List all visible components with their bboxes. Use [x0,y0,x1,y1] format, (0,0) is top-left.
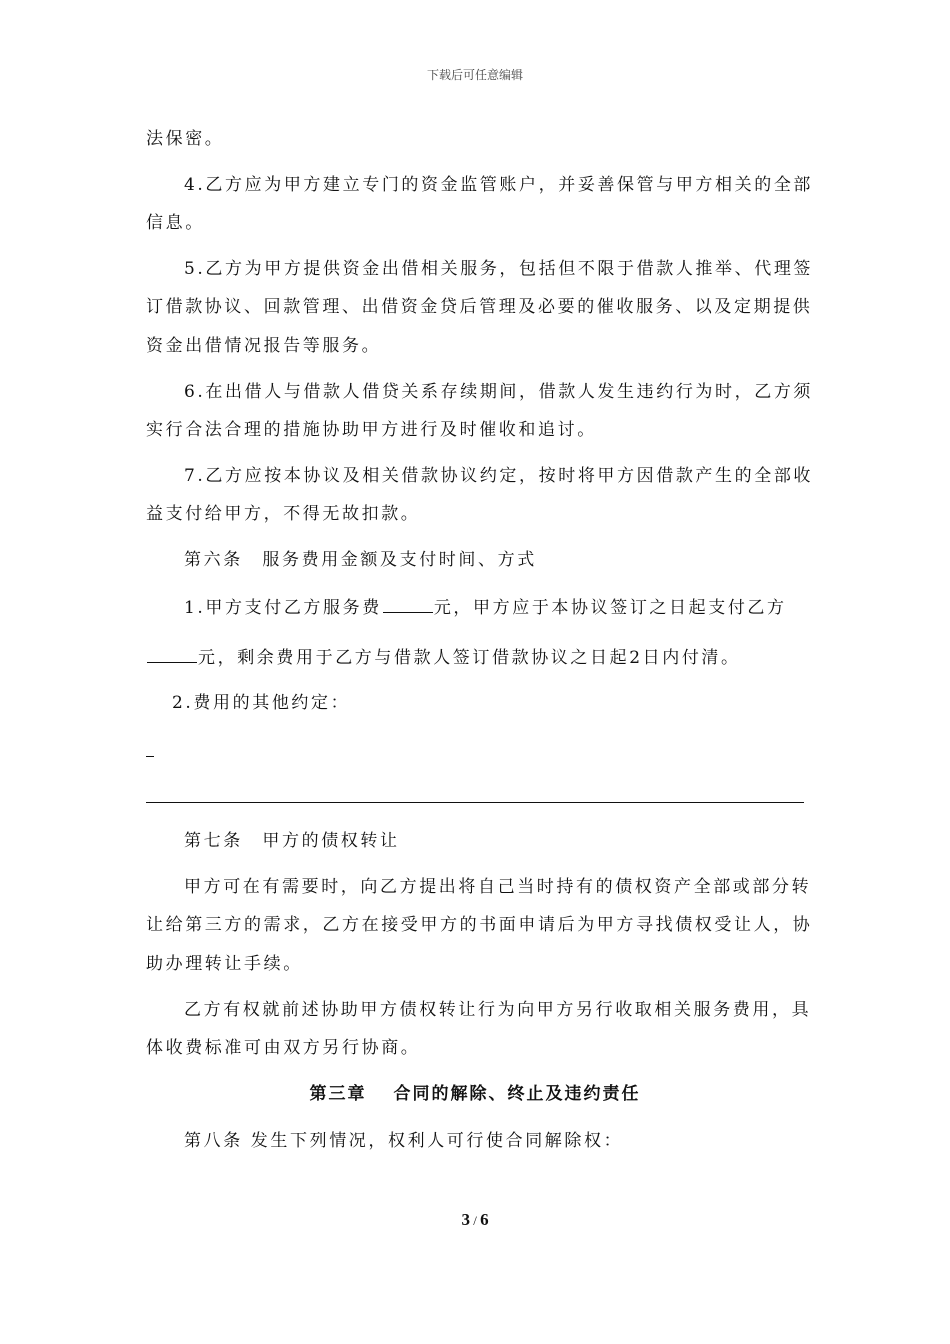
fee-blank-1[interactable] [383,596,433,613]
article-8-heading: 第八条 发生下列情况，权利人可行使合同解除权： [184,1131,624,1151]
chapter-heading: 第三章 合同的解除、终止及违约责任 [309,1084,641,1104]
paragraph-line: 4.乙方应为甲方建立专门的资金监管账户，并妥善保管与甲方相关的全部 [184,175,814,195]
paragraph-line: 资金出借情况报告等服务。 [146,336,382,356]
article-6-heading: 第六条 服务费用金额及支付时间、方式 [184,550,537,570]
fee-line-1-before: 1.甲方支付乙方服务费 [184,598,382,618]
paragraph-line: 体收费标准可由双方另行协商。 [146,1038,421,1058]
fee-blank-2[interactable] [147,646,197,663]
fee-line-2 [146,646,741,669]
page-number [0,1210,950,1230]
fee-line-1 [184,596,787,619]
paragraph-line: 益支付给甲方，不得无故扣款。 [146,504,421,524]
paragraph-line: 乙方有权就前述协助甲方债权转让行为向甲方另行收取相关服务费用，具 [184,1000,812,1020]
paragraph-line: 信息。 [146,213,205,233]
paragraph-line: 实行合法合理的措施协助甲方进行及时催收和追讨。 [146,420,597,440]
page-separator: / [469,1213,481,1228]
fill-in-dash [146,756,154,757]
paragraph-line: 助办理转让手续。 [146,954,303,974]
paragraph-line: 6.在出借人与借款人借贷关系存续期间，借款人发生违约行为时，乙方须 [184,382,814,402]
paragraph-line: 法保密。 [146,129,225,149]
total-pages: 6 [480,1210,489,1229]
paragraph-line: 订借款协议、回款管理、出借资金贷后管理及必要的催收服务、以及定期提供 [146,297,813,317]
page-header: 下载后可任意编辑 [426,68,523,82]
fee-line-2-after: 元，剩余费用于乙方与借款人签订借款协议之日起2日内付清。 [198,648,741,668]
paragraph-line: 甲方可在有需要时，向乙方提出将自己当时持有的债权资产全部或部分转 [184,877,812,897]
paragraph-line: 让给第三方的需求，乙方在接受甲方的书面申请后为甲方寻找债权受让人，协 [146,915,813,935]
fill-in-line[interactable] [146,802,804,803]
current-page: 3 [461,1210,470,1229]
fee-line-1-after: 元，甲方应于本协议签订之日起支付乙方 [433,598,787,618]
other-terms-label: 2.费用的其他约定： [172,693,351,713]
paragraph-line: 7.乙方应按本协议及相关借款协议约定，按时将甲方因借款产生的全部收 [184,466,814,486]
paragraph-line: 5.乙方为甲方提供资金出借相关服务，包括但不限于借款人推举、代理签 [184,259,814,279]
article-7-heading: 第七条 甲方的债权转让 [184,831,400,851]
